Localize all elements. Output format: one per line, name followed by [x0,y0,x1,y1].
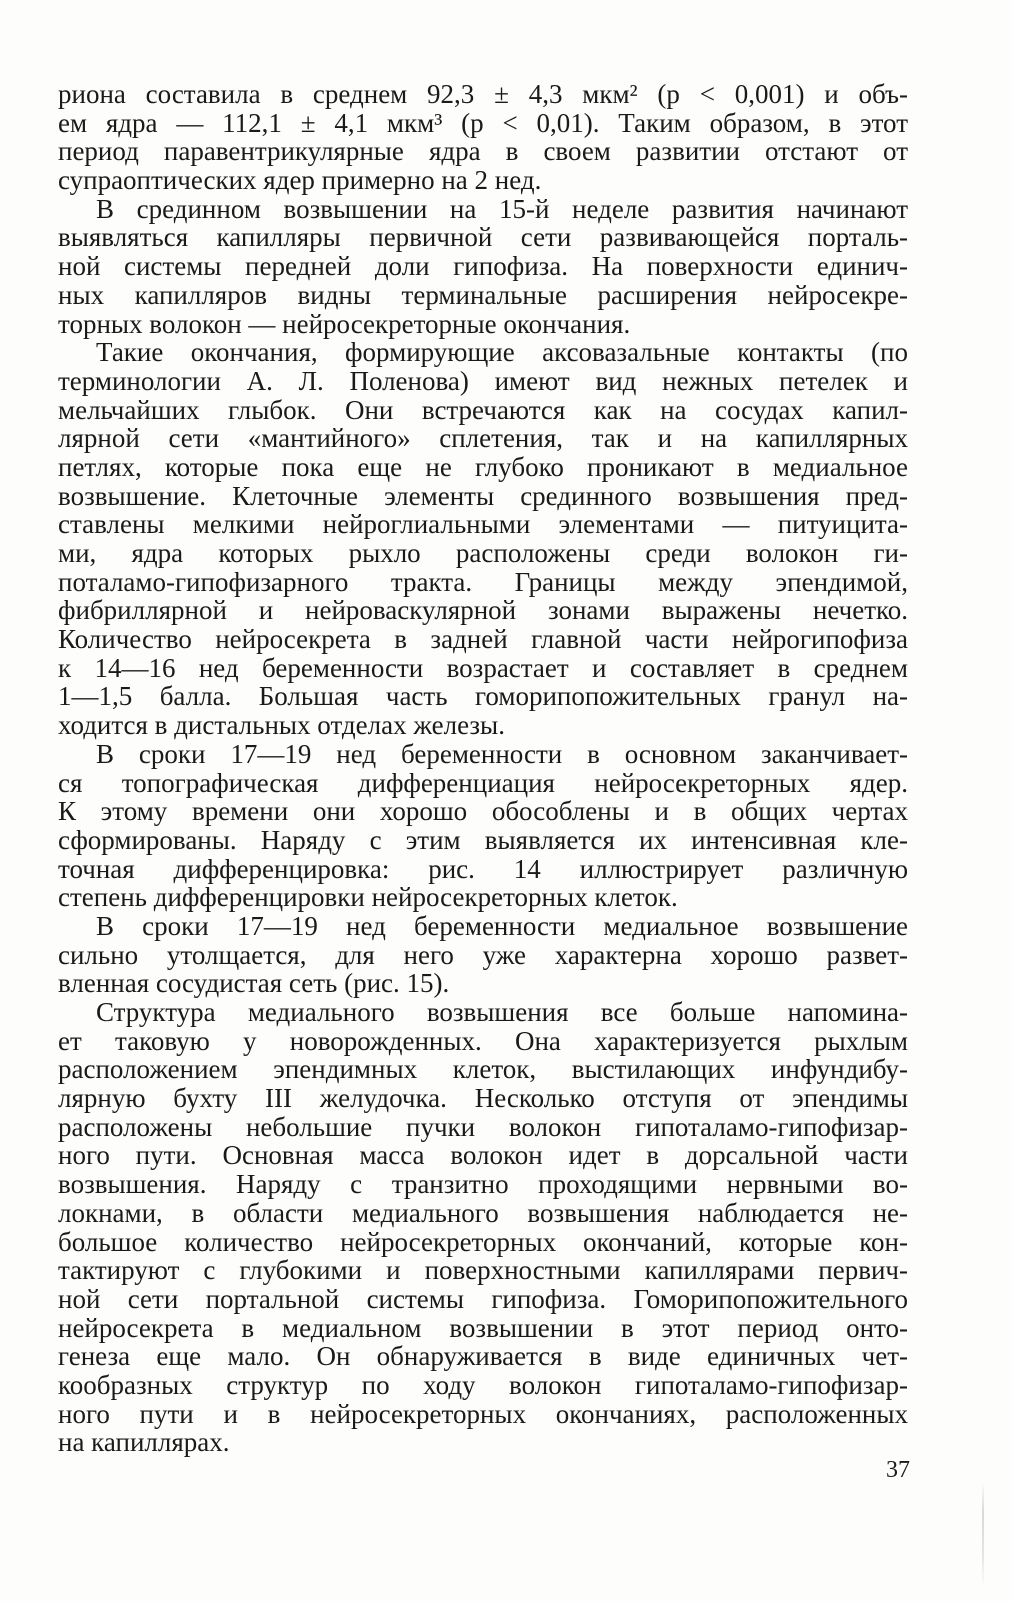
text-line: В сроки 17—19 нед беременности в основном заканчивает- [96,738,908,769]
text-line: Количество нейросекрета в задней главной части нейрогипофиза [58,624,908,655]
text-line: ся топографическая дифференциация нейросекреторных ядер. [58,767,908,798]
text-line: риона составила в среднем 92,3 ± 4,3 мкм² (p < 0,001) и объ- [58,79,908,109]
text-line: лярную бухту III желудочка. Несколько отступя от эпендимы [58,1083,908,1114]
body-text [58,80,908,1457]
text-line: на капиллярах. [58,1427,230,1458]
text-line: кообразных структур по ходу волокон гипоталамо-гипофизар- [58,1369,908,1400]
text-line: супраоптических ядер примерно на 2 нед. [58,165,542,196]
page-edge-shadow [982,1480,984,1590]
text-line: расположением эпендимных клеток, выстилающих инфундибу- [58,1054,908,1085]
text-line: ет таковую у новорожденных. Она характеризуется рыхлым [58,1025,908,1056]
text-line: фибриллярной и нейроваскулярной зонами выражены нечетко. [58,595,908,626]
text-line: ной сети портальной системы гипофиза. Гоморипопожительного [58,1283,908,1314]
text-line: ных капилляров видны терминальные расширения нейросекре- [58,279,908,310]
text-line: петлях, которые пока еще не глубоко проникают в медиальное [58,451,908,482]
text-line: возвышение. Клеточные элементы срединного возвышения пред- [58,480,908,511]
text-line: В срединном возвышении на 15-й неделе развития начинают [96,193,908,224]
text-line: нейросекрета в медиальном возвышении в этот период онто- [58,1312,908,1343]
text-line: В сроки 17—19 нед беременности медиальное возвышение [96,910,908,941]
text-line: ем ядра — 112,1 ± 4,1 мкм³ (p < 0,01). Таким образом, в этот [58,107,908,138]
text-line: локнами, в области медиального возвышения наблюдается не- [58,1197,908,1228]
text-line: сформированы. Наряду с этим выявляется их интенсивная кле- [58,824,908,855]
page-number: 37 [886,1457,910,1483]
text-line: ного пути и в нейросекреторных окончаниях, расположенных [58,1398,908,1429]
text-line: тактируют с глубокими и поверхностными капиллярами первич- [58,1255,908,1286]
text-line: большое количество нейросекреторных окончаний, которые кон- [58,1226,908,1257]
text-line: степень дифференцировки нейросекреторных клеток. [58,882,678,913]
text-line: сильно утолщается, для него уже характерна хорошо развет- [58,939,908,970]
text-line: торных волокон — нейросекреторные окончания. [58,308,631,339]
text-line: терминологии А. Л. Поленова) имеют вид нежных петелек и [58,365,908,396]
text-line: точная дифференцировка: рис. 14 иллюстрирует различную [58,853,908,884]
text-line: возвышения. Наряду с транзитно проходящими нервными во- [58,1169,908,1200]
text-line: 1—1,5 балла. Большая часть гоморипопожительных гранул на- [58,681,908,712]
text-line: мельчайших глыбок. Они встречаются как на сосудах капил- [58,394,908,425]
text-line: К этому времени они хорошо обособлены и в общих чертах [58,796,908,827]
text-line: ной системы передней доли гипофиза. На поверхности единич- [58,251,908,282]
text-line: ного пути. Основная масса волокон идет в дорсальной части [58,1140,908,1171]
text-line: поталамо-гипофизарного тракта. Границы между эпендимой, [58,566,908,597]
text-line: вленная сосудистая сеть (рис. 15). [58,968,450,999]
text-line: генеза еще мало. Он обнаруживается в виде единичных чет- [58,1341,908,1372]
text-line: расположены небольшие пучки волокон гипоталамо-гипофизар- [58,1111,908,1142]
text-line: Структура медиального возвышения все больше напомина- [96,997,908,1027]
text-line: лярной сети «мантийного» сплетения, так и на капиллярных [58,423,908,454]
text-line: ми, ядра которых рыхло расположены среди волокон ги- [58,538,908,568]
text-line: ходится в дистальных отделах железы. [58,710,505,741]
text-line: период паравентрикулярные ядра в своем развитии отстают от [58,136,908,167]
text-line: к 14—16 нед беременности возрастает и составляет в среднем [58,652,908,683]
text-line: Такие окончания, формирующие аксовазальные контакты (по [96,337,908,368]
text-line: ставлены мелкими нейроглиальными элементами — питуицита- [58,509,908,540]
text-line: выявляться капилляры первичной сети развивающейся порталь- [58,222,908,253]
